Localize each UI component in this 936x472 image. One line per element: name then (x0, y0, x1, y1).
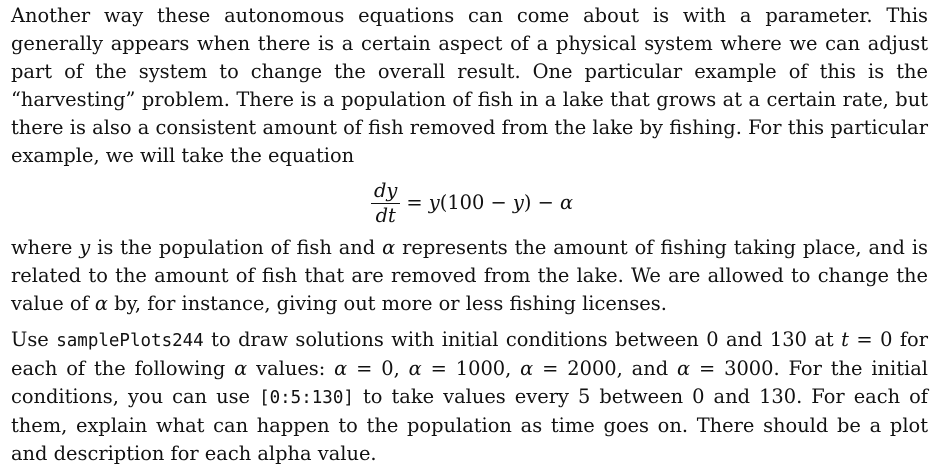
fraction-denominator: dt (375, 203, 396, 227)
var-y: y (428, 191, 440, 214)
text-run: = 3000. For the initial conditions, you can use (11, 357, 928, 408)
code-function-name: samplePlots244 (56, 331, 204, 351)
eq-part: ) − (523, 191, 561, 214)
paragraph-definitions (11, 234, 928, 318)
var-y: y (79, 236, 91, 259)
code-range: [0:5:130] (259, 388, 354, 408)
equals-sign: = (406, 191, 423, 214)
var-alpha: α (382, 236, 396, 259)
text-run: = 0 for each of the following (11, 328, 928, 380)
eq-part: (100 − (439, 191, 513, 214)
text-run: = 1000, (421, 357, 521, 380)
text-run: = 2000, and (533, 357, 677, 380)
paragraph-instructions (11, 326, 928, 468)
var-alpha: α (677, 357, 691, 380)
text-run: where (11, 236, 80, 259)
text-run: values: (247, 357, 335, 380)
var-t: t (841, 328, 849, 351)
var-alpha: α (234, 357, 248, 380)
var-y: y (512, 191, 524, 214)
paragraph-intro: Another way these autonomous equations can come about is with a parameter. This generally appears when there is a certain aspect of a physical system where we can adjust part of the system to change the overall result. One particular example of this is the “harvesting” problem. There is a population of fish in a lake that grows at a certain rate, but there is also a consistent amount of fish removed from the lake by fishing. For this particular example, we will take the equation (11, 4, 928, 167)
text-run: by, for instance, giving out more or less fishing licenses. (107, 292, 667, 315)
text-run: is the population of fish and (90, 236, 383, 259)
var-alpha: α (334, 357, 348, 380)
text-run: represents the amount of fishing taking place, and is related to the amount of fish that are removed from the lake. We are allowed to change the value of (11, 236, 929, 315)
var-alpha: α (560, 191, 574, 214)
var-alpha: α (94, 292, 108, 315)
derivative-fraction (371, 179, 400, 228)
text-run: to take values every 5 between 0 and 130. For each of them, explain what can happen to the population as time goes on. There should be a plot and description for each alpha value. (11, 385, 928, 465)
var-alpha: α (520, 357, 534, 380)
fraction-numerator: dy (371, 179, 400, 204)
harvesting-equation (11, 172, 928, 234)
equation-right-side (406, 189, 573, 217)
text-run: = 0, (347, 357, 409, 380)
text-run: to draw solutions with initial conditions between 0 and 130 at (203, 328, 842, 351)
text-run: Use (11, 328, 57, 351)
var-alpha: α (408, 357, 422, 380)
